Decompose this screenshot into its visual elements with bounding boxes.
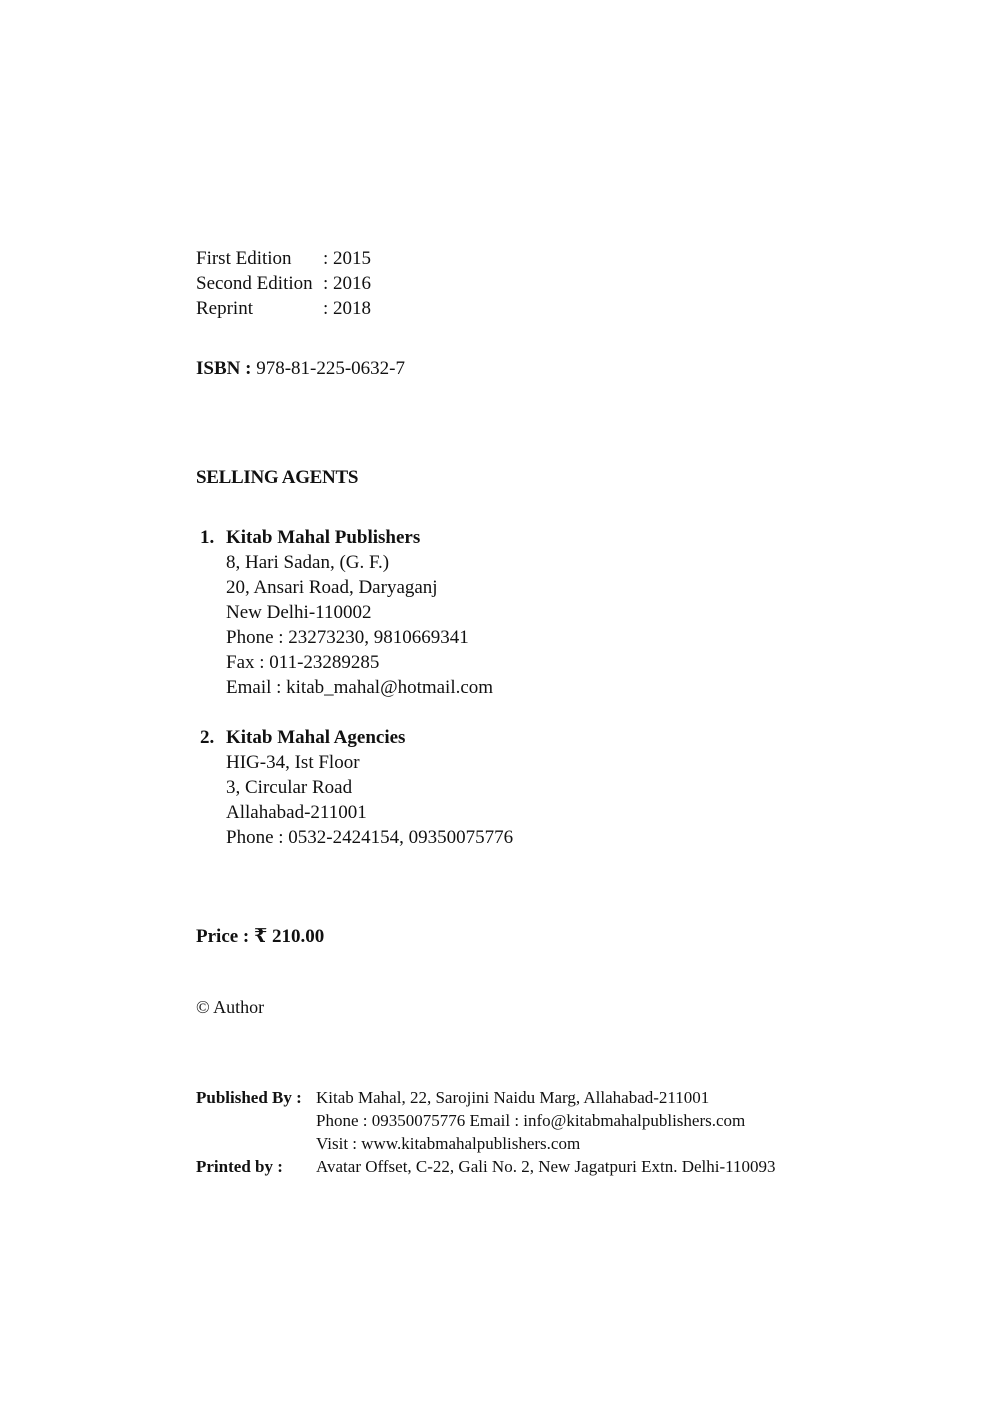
printer-address: Avatar Offset, C-22, Gali No. 2, New Jagatpuri Extn. Delhi-110093 — [316, 1157, 776, 1176]
edition-year: : 2016 — [323, 273, 372, 294]
agent-number: 2. — [200, 727, 215, 748]
fax-line: Fax : 011-23289285 — [226, 652, 380, 673]
edition-year: : 2018 — [323, 298, 372, 319]
agent-address — [200, 750, 513, 850]
published-by-label: Published By : — [196, 1088, 302, 1107]
agent-address — [200, 550, 493, 700]
agent-name: Kitab Mahal Agencies — [226, 727, 406, 748]
phone-line: Phone : 0532-2424154, 09350075776 — [226, 827, 514, 848]
edition-row-first — [196, 246, 371, 271]
publisher-website: Visit : www.kitabmahalpublishers.com — [316, 1134, 581, 1153]
edition-label: First Edition — [196, 248, 292, 269]
printed-by-label: Printed by : — [196, 1157, 283, 1176]
isbn-value: 978-81-225-0632-7 — [256, 358, 405, 379]
agent-entry-1 — [200, 525, 493, 700]
address-line: 20, Ansari Road, Daryaganj — [226, 577, 438, 598]
isbn-label: ISBN : — [196, 358, 252, 379]
copyright-line: © Author — [196, 997, 265, 1017]
edition-label: Reprint — [196, 298, 253, 319]
address-line: 3, Circular Road — [226, 777, 353, 798]
edition-row-second — [196, 271, 371, 296]
agent-name: Kitab Mahal Publishers — [226, 527, 421, 548]
agent-entry-2 — [200, 725, 513, 850]
email-line: Email : kitab_mahal@hotmail.com — [226, 677, 494, 698]
selling-agents-heading: SELLING AGENTS — [196, 467, 359, 488]
published-by-row — [196, 1086, 776, 1109]
isbn-line — [196, 356, 405, 381]
edition-year: : 2015 — [323, 248, 372, 269]
edition-label: Second Edition — [196, 273, 313, 294]
printed-by-row — [196, 1155, 776, 1178]
address-line: New Delhi-110002 — [226, 602, 372, 623]
address-line: HIG-34, Ist Floor — [226, 752, 360, 773]
imprint-block — [196, 1086, 776, 1178]
agent-number: 1. — [200, 527, 215, 548]
publisher-contact: Phone : 09350075776 Email : info@kitabmahalpublishers.com — [316, 1111, 746, 1130]
price-line: Price : ₹ 210.00 — [196, 926, 325, 947]
address-line: 8, Hari Sadan, (G. F.) — [226, 552, 390, 573]
address-line: Allahabad-211001 — [226, 802, 367, 823]
editions-block — [196, 246, 371, 321]
publisher-address: Kitab Mahal, 22, Sarojini Naidu Marg, Allahabad-211001 — [316, 1088, 710, 1107]
edition-row-reprint — [196, 296, 371, 321]
phone-line: Phone : 23273230, 9810669341 — [226, 627, 469, 648]
